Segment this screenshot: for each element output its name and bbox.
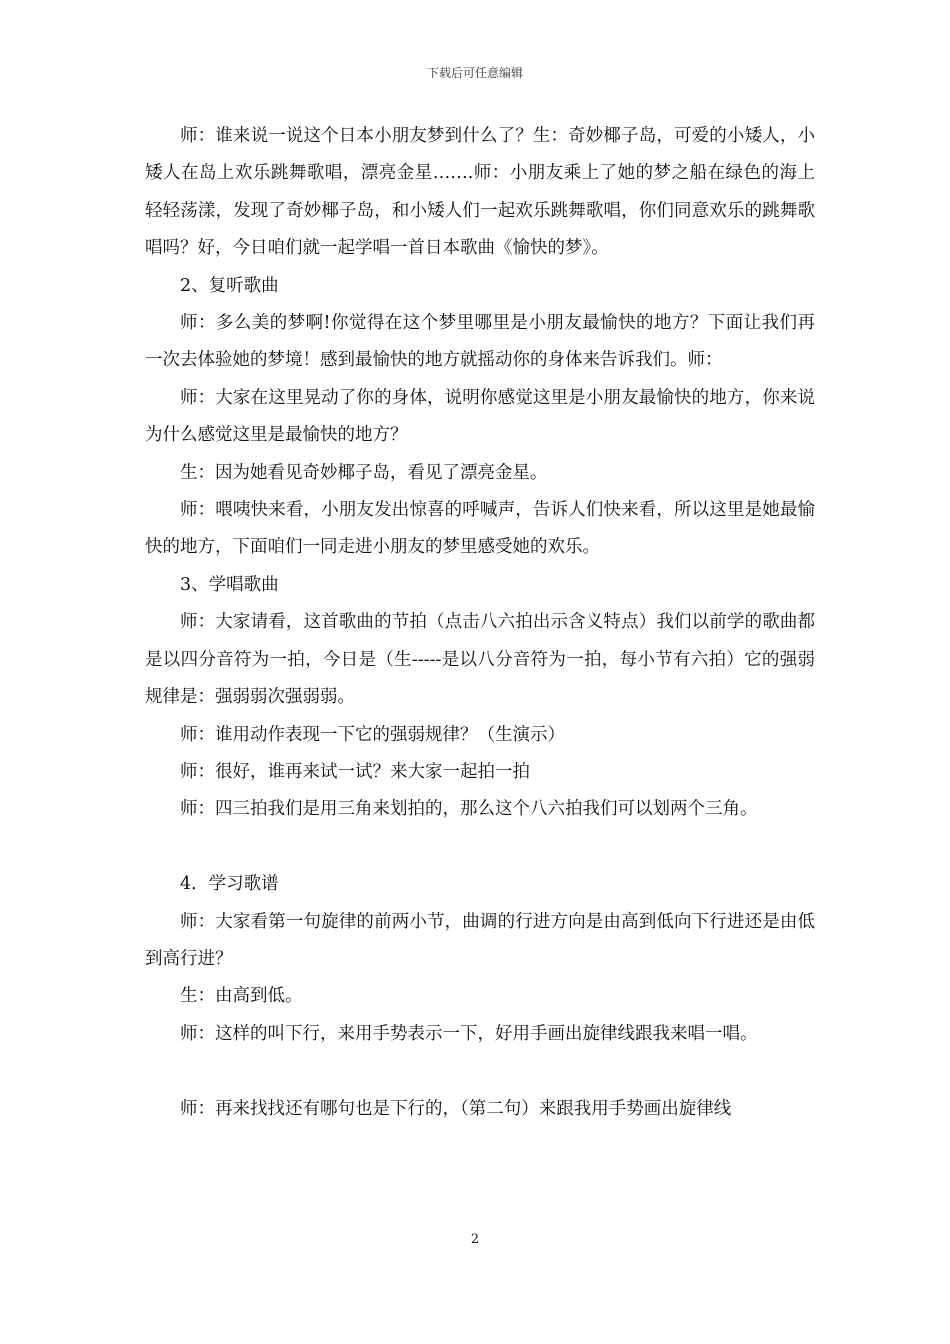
section-heading-learn-song: 3、学唱歌曲 — [180, 574, 279, 595]
paragraph-student-answer: 生：因为她看见奇妙椰子岛，看见了漂亮金星。 — [180, 462, 548, 483]
paragraph-dream-question: 师：谁来说一说这个日本小朋友梦到什么了？生：奇妙椰子岛，可爱的小矮人，小矮人在岛上欢乐跳舞歌唱，漂亮金星…….师：小朋友乘上了她的梦之船在绿色的海上轻轻荡漾，发现了奇妙椰子岛，和小矮人们一起欢乐跳舞歌唱，你们同意欢乐的跳舞歌唱吗？好，今日咱们就一起学唱一首日本歌曲《愉快的梦》。 — [145, 126, 815, 259]
paragraph-clap-together: 师：很好，谁再来试一试？来大家一起拍一拍 — [180, 761, 530, 782]
paragraph-happiest-place: 师：喂咦快来看，小朋友发出惊喜的呼喊声，告诉人们快来看，所以这里是她最愉快的地方，下面咱们一同走进小朋友的梦里感受她的欢乐。 — [145, 500, 815, 558]
blank-line — [145, 829, 815, 866]
paragraph-meter-demo: 师：谁用动作表现一下它的强弱规律？（生演示） — [180, 724, 565, 745]
paragraph-body-movement: 师：大家在这里晃动了你的身体，说明你感觉这里是小朋友最愉快的地方，你来说为什么感觉这里是最愉快的地方？ — [145, 387, 815, 446]
page-number: 2 — [470, 1232, 480, 1247]
document-body — [145, 118, 815, 1128]
paragraph-high-to-low: 生：由高到低。 — [180, 986, 303, 1007]
paragraph-find-descending: 师：再来找找还有哪句也是下行的，（第二句）来跟我用手势画出旋律线 — [180, 1098, 732, 1119]
section-heading-relisten: 2、复听歌曲 — [180, 275, 279, 296]
blank-line — [145, 1053, 815, 1090]
section-heading-learn-score: 4．学习歌谱 — [180, 874, 279, 895]
paragraph-descending-gesture: 师：这样的叫下行，来用手势表示一下，好用手画出旋律线跟我来唱一唱。 — [180, 1023, 758, 1044]
paragraph-conducting: 师：四三拍我们是用三角来划拍的，那么这个八六拍我们可以划两个三角。 — [180, 799, 758, 820]
paragraph-beautiful-dream: 师：多么美的梦啊!你觉得在这个梦里哪里是小朋友最愉快的地方？下面让我们再一次去体验她的梦境！感到最愉快的地方就摇动你的身体来告诉我们。师： — [145, 313, 815, 371]
paragraph-melody-direction: 师：大家看第一句旋律的前两小节，曲调的行进方向是由高到低向下行进还是由低到高行进？ — [145, 911, 815, 969]
page-header: 下载后可任意编辑 — [426, 66, 523, 80]
paragraph-meter-explanation: 师：大家请看，这首歌曲的节拍（点击八六拍出示含义特点）我们以前学的歌曲都是以四分音符为一拍，今日是（生-----是以八分音符为一拍，每小节有六拍）它的强弱规律是：强弱弱次强弱弱。 — [145, 612, 815, 708]
